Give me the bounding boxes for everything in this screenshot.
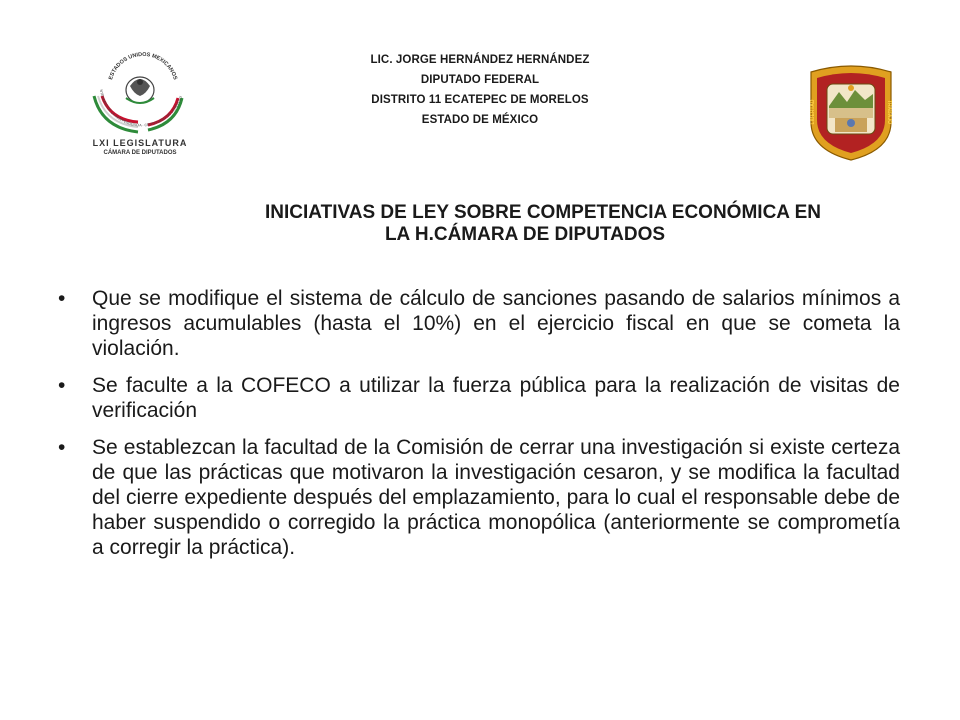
svg-text:ESTADOS UNIDOS MEXICANOS	[108, 52, 178, 81]
list-item	[58, 373, 900, 423]
bullet-list	[58, 286, 900, 572]
list-item	[58, 286, 900, 361]
bullet-icon: •	[58, 287, 66, 310]
logo-bottom-arc-text: NTENARIO DE LA INDEPENDENCIA · CENTENARIO DE LA REVOLU	[98, 89, 183, 128]
bullet-text: Que se modifique el sistema de cálculo de sanciones pasando de salarios mínimos a ingresos acumulables (hasta el 10%) en el ejercicio fiscal en que se cometa la violación.	[92, 287, 900, 360]
lxi-legislatura-logo	[78, 40, 206, 158]
bullet-icon: •	[58, 436, 66, 459]
estado-de-mexico-coat-of-arms	[805, 62, 897, 162]
header-name: LIC. JORGE HERNÁNDEZ HERNÁNDEZ	[370, 54, 590, 66]
slide-title	[100, 202, 950, 246]
eagle-emblem-icon	[126, 77, 154, 103]
logo-legislatura-text: LXI LEGISLATURA	[92, 138, 188, 148]
header-district: DISTRITO 11 ECATEPEC DE MORELOS	[371, 94, 589, 106]
logo-top-arc-text: ESTADOS UNIDOS MEXICANOS	[108, 51, 178, 81]
header-block	[300, 50, 660, 130]
bullet-text: Se establezcan la facultad de la Comisión de cerrar una investigación si existe certeza de que las prácticas que motivaron la investigación cesaron, y se modifica la facultad del cierre expediente después del emplazamiento, para lo cual el responsable debe de haber suspendido o corregido la práctica monopólica (anteriormente se comprometía a corregir la práctica).	[92, 436, 900, 559]
header-state: ESTADO DE MÉXICO	[421, 114, 539, 126]
bullet-icon: •	[58, 374, 66, 397]
list-item	[58, 435, 900, 560]
logo-camara-text: CÁMARA DE DIPUTADOS	[103, 150, 177, 156]
bullet-text: Se faculte a la COFECO a utilizar la fuerza pública para la realización de visitas de verificación	[92, 374, 900, 422]
title-line-1: INICIATIVAS DE LEY SOBRE COMPETENCIA ECONÓMICA EN	[265, 202, 821, 223]
coat-left-text: LIBERTAD	[810, 99, 816, 125]
title-line-2: LA H.CÁMARA DE DIPUTADOS	[384, 224, 666, 245]
header-position: DIPUTADO FEDERAL	[420, 74, 540, 86]
coat-of-arms-icon	[811, 66, 891, 160]
coat-right-text: TRABAJO	[886, 99, 892, 125]
svg-text:BICENTENARIO DE LA INDEPENDENC	[78, 40, 183, 127]
